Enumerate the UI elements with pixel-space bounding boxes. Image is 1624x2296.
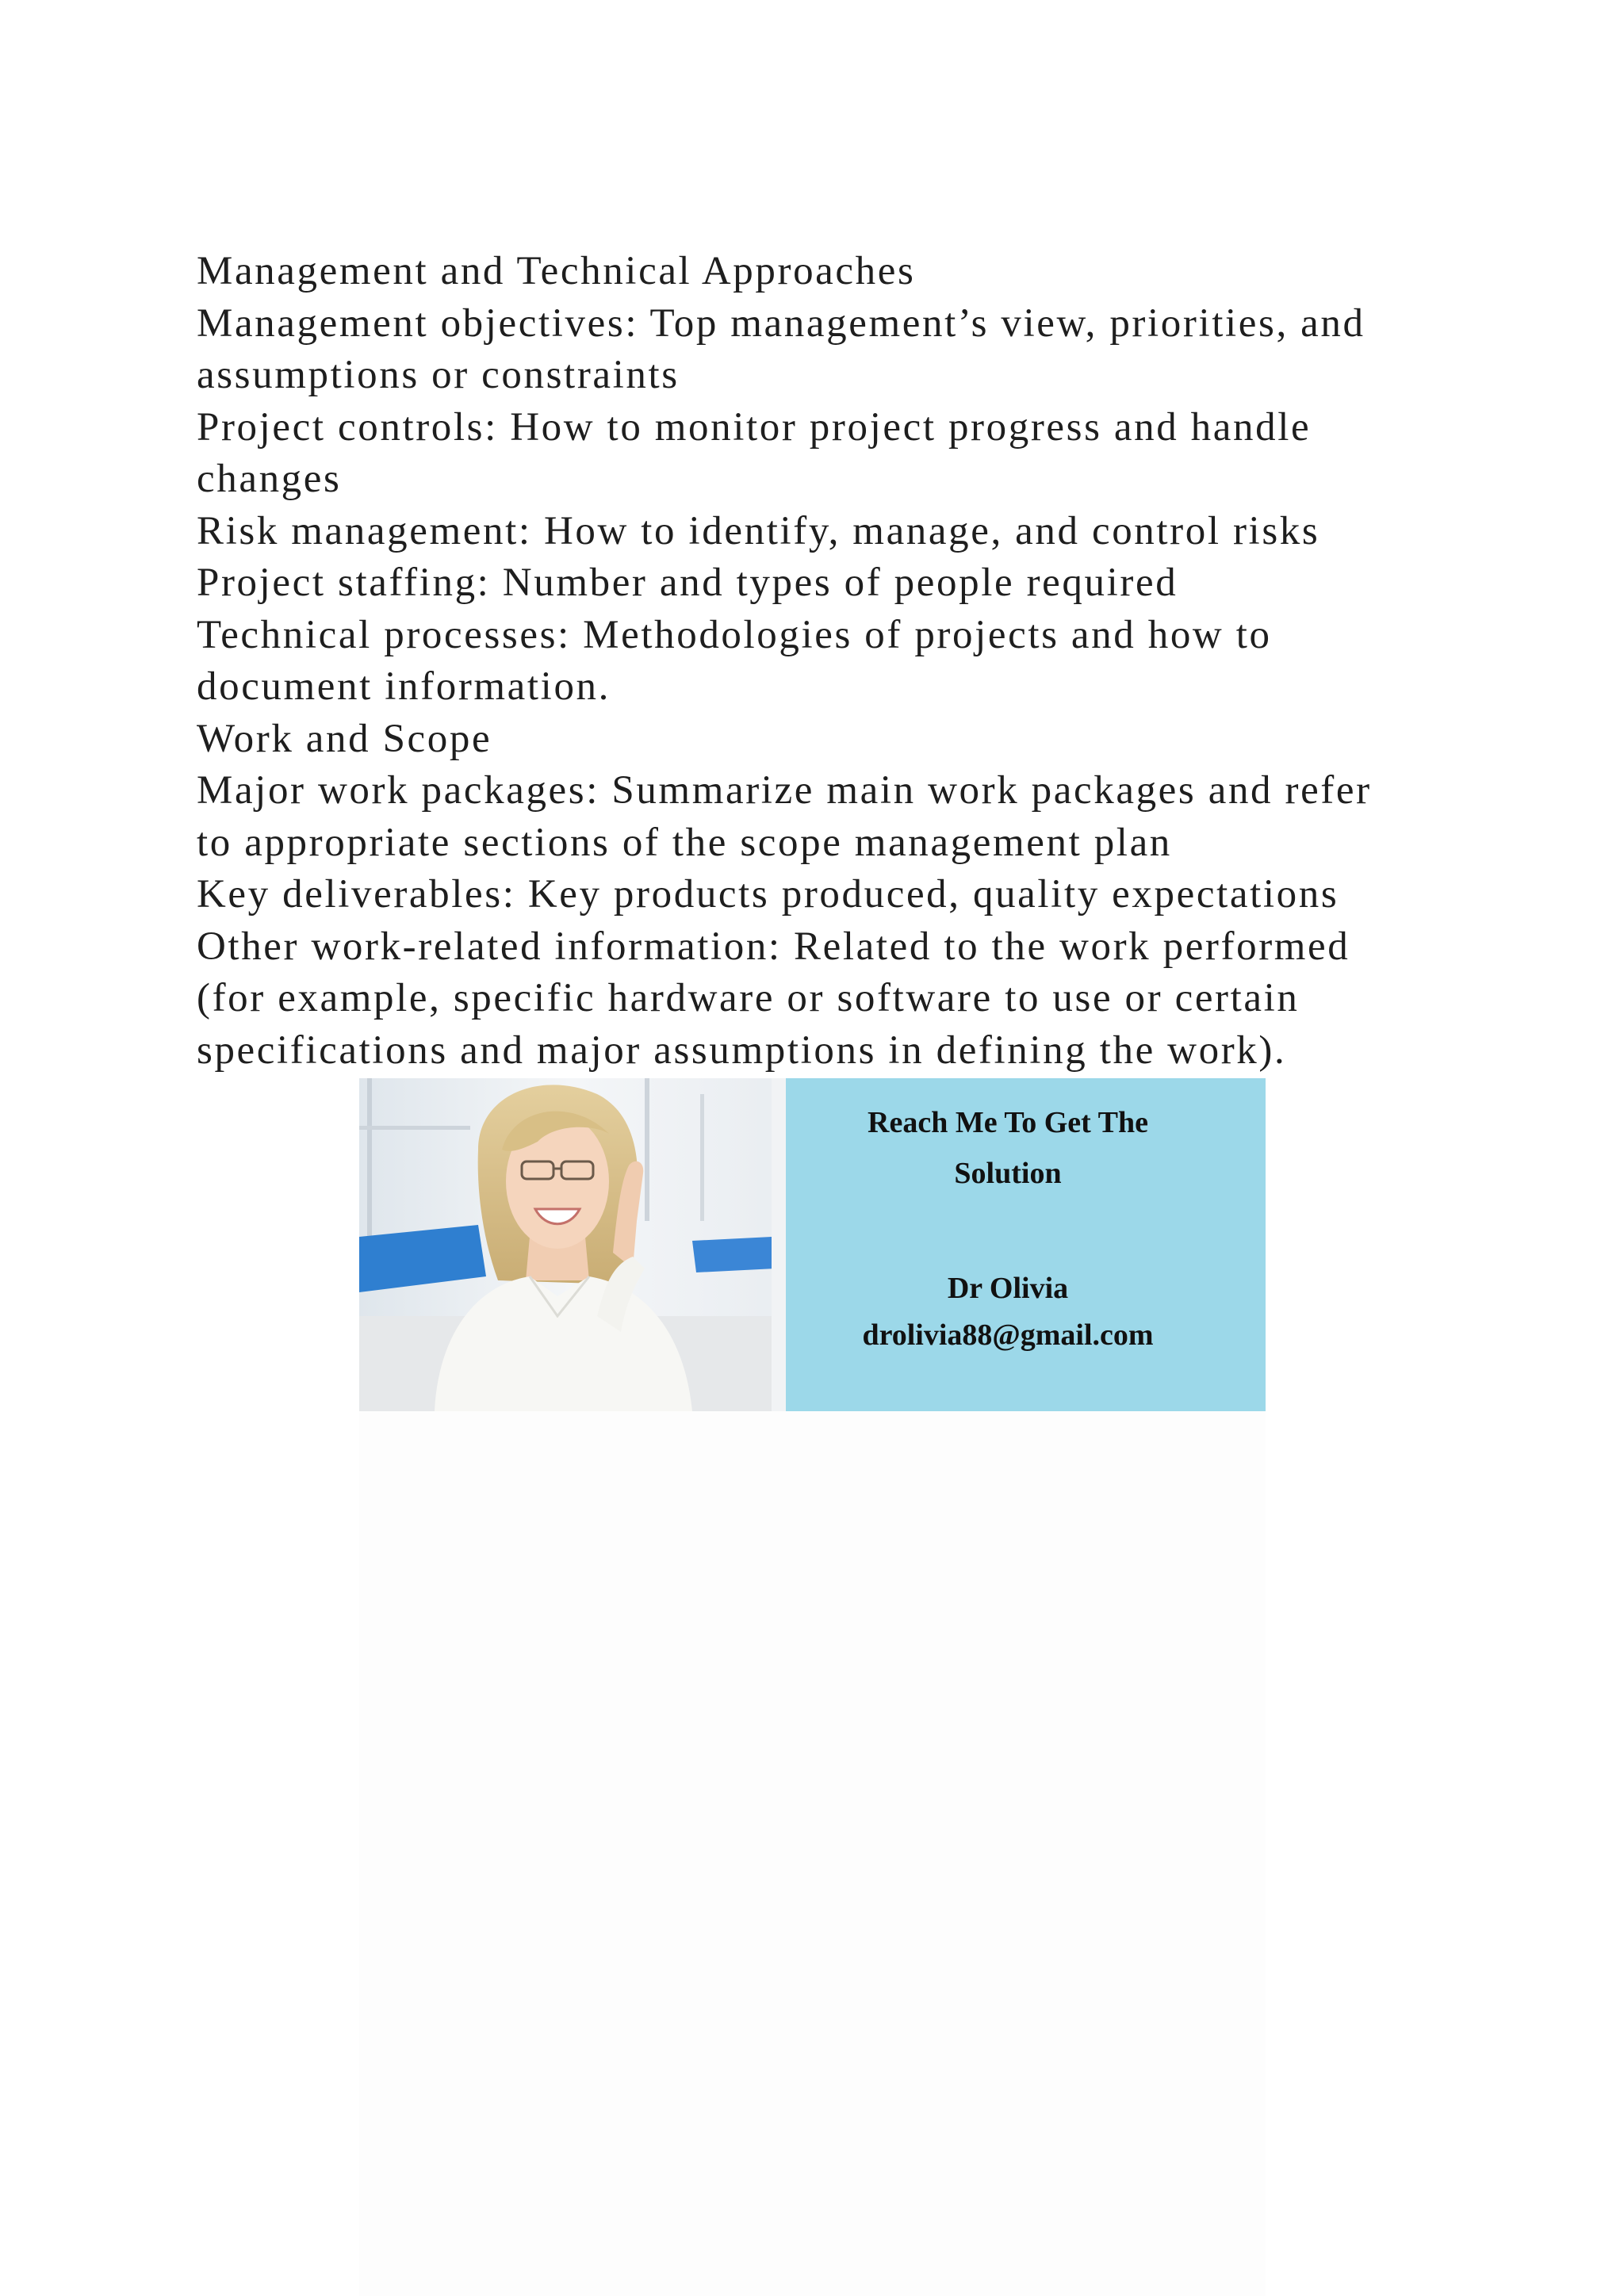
banner-heading-line1: Reach Me To Get The <box>868 1106 1148 1139</box>
text-line: Key deliverables: Key products produced, quality expectations <box>197 872 1339 916</box>
image-lower-area <box>359 1411 1266 2296</box>
text-line: specifications and major assumptions in defining the work). <box>197 1027 1287 1073</box>
section-heading-work-scope: Work and Scope <box>197 716 492 761</box>
text-line: assumptions or constraints <box>197 353 680 397</box>
banner-heading-line2: Solution <box>954 1157 1062 1190</box>
text-line: Major work packages: Summarize main work packages and refer <box>197 768 1372 813</box>
contact-email[interactable]: drolivia88@gmail.com <box>862 1318 1154 1352</box>
text-line: document information. <box>197 664 611 709</box>
contact-info-panel <box>786 1078 1266 1411</box>
text-line: changes <box>197 457 342 501</box>
woman-photo <box>359 1078 787 1411</box>
text-line: to appropriate sections of the scope management plan <box>197 820 1172 865</box>
text-line: (for example, specific hardware or software to use or certain <box>197 976 1300 1020</box>
text-line: Other work-related information: Related to the work performed <box>197 924 1350 969</box>
text-line: Management objectives: Top management’s view, priorities, and <box>197 300 1365 346</box>
text-line: Risk management: How to identify, manage, and control risks <box>197 508 1320 553</box>
contact-banner <box>359 1078 1266 1411</box>
section-heading-management: Management and Technical Approaches <box>197 249 916 293</box>
text-line: Project controls: How to monitor project progress and handle <box>197 404 1312 450</box>
contact-name: Dr Olivia <box>947 1272 1069 1305</box>
text-line: Technical processes: Methodologies of projects and how to <box>197 612 1272 657</box>
document-body <box>197 246 1450 1077</box>
text-line: Project staffing: Number and types of people required <box>197 561 1178 605</box>
